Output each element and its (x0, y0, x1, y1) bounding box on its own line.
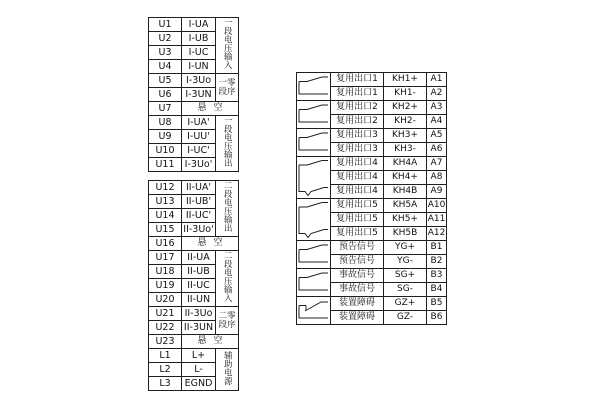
signal-name-cell: II-UC (182, 279, 216, 293)
terminal-id-cell: U19 (149, 279, 182, 293)
no-contact-icon (297, 242, 329, 268)
table-row (297, 73, 447, 87)
table-row (297, 199, 447, 213)
table-row (149, 74, 239, 88)
table-row (149, 251, 239, 265)
changeover-contact-icon (297, 200, 329, 239)
terminal-id-cell: U2 (149, 32, 182, 46)
table-row (297, 157, 447, 171)
terminal-id-cell: U8 (149, 116, 182, 130)
terminal-id-cell: B6 (427, 311, 447, 325)
group-label-line: 一零 (218, 77, 236, 88)
terminal-id-cell: A12 (427, 227, 447, 241)
terminal-id-cell: L1 (149, 349, 182, 363)
group-label-cell (216, 18, 239, 74)
floating-cell: 悬空 (182, 335, 239, 349)
terminal-id-cell: U20 (149, 293, 182, 307)
group-label-cell (216, 116, 239, 172)
terminal-id-cell: U3 (149, 46, 182, 60)
signal-name-cell: II-UB' (182, 195, 216, 209)
signal-name-cell: I-UC' (182, 144, 216, 158)
table-row (149, 237, 239, 251)
terminal-id-cell: B5 (427, 297, 447, 311)
contact-symbol-cell (297, 157, 331, 199)
signal-code-cell: KH5+ (384, 213, 427, 227)
terminal-id-cell: B4 (427, 283, 447, 297)
terminal-id-cell: U5 (149, 74, 182, 88)
no-contact-icon (297, 74, 329, 100)
output-name-cell: 复用出口1 (331, 73, 384, 87)
signal-code-cell: KH5B (384, 227, 427, 241)
signal-code-cell: KH4A (384, 157, 427, 171)
group-label-line: 二零 (218, 310, 236, 321)
terminal-id-cell: B1 (427, 241, 447, 255)
signal-name-cell: II-3Uo (182, 307, 216, 321)
signal-name-cell: II-UN (182, 293, 216, 307)
group-label: 一段电压输出 (222, 116, 233, 167)
terminal-id-cell: A3 (427, 101, 447, 115)
group-label: 辅助电源 (222, 350, 233, 385)
nc-contact-icon (297, 298, 329, 324)
terminal-id-cell: A10 (427, 199, 447, 213)
group-label (216, 79, 238, 97)
terminal-id-cell: U17 (149, 251, 182, 265)
group-label (216, 312, 238, 330)
output-name-cell: 复用出口4 (331, 157, 384, 171)
output-name-cell: 复用出口5 (331, 199, 384, 213)
terminal-id-cell: U13 (149, 195, 182, 209)
signal-code-cell: KH2- (384, 115, 427, 129)
signal-code-cell: KH1+ (384, 73, 427, 87)
signal-name-cell: I-UC (182, 46, 216, 60)
contact-symbol-cell (297, 297, 331, 325)
floating-cell: 悬空 (182, 237, 239, 251)
contact-symbol-cell (297, 199, 331, 241)
contact-symbol-cell (297, 129, 331, 157)
signal-code-cell: YG- (384, 255, 427, 269)
table-row (149, 307, 239, 321)
terminal-id-cell: U9 (149, 130, 182, 144)
signal-name-cell: I-3Uo' (182, 158, 216, 172)
contact-symbol-cell (297, 241, 331, 269)
output-name-cell: 装置障碍 (331, 297, 384, 311)
output-name-cell: 复用出口2 (331, 115, 384, 129)
voltage-terminal-block-1 (148, 17, 239, 172)
terminal-id-cell: U14 (149, 209, 182, 223)
signal-code-cell: SG- (384, 283, 427, 297)
changeover-contact-icon (297, 158, 329, 197)
signal-name-cell: L+ (182, 349, 216, 363)
table-row (297, 269, 447, 283)
table-row (297, 101, 447, 115)
output-name-cell: 复用出口4 (331, 171, 384, 185)
terminal-id-cell: A4 (427, 115, 447, 129)
group-label-cell (216, 74, 239, 102)
group-label: 二段电压输入 (222, 251, 233, 302)
terminal-id-cell: U23 (149, 335, 182, 349)
table-row (149, 116, 239, 130)
terminal-id-cell: U15 (149, 223, 182, 237)
signal-name-cell: I-3UN (182, 88, 216, 102)
terminal-id-cell: U18 (149, 265, 182, 279)
floating-cell: 悬空 (182, 102, 239, 116)
output-name-cell: 复用出口2 (331, 101, 384, 115)
group-label: 一段电压输入 (222, 18, 233, 69)
signal-code-cell: KH4B (384, 185, 427, 199)
output-name-cell: 预告信号 (331, 255, 384, 269)
group-label: 二段电压输出 (222, 181, 233, 232)
output-name-cell: 复用出口3 (331, 143, 384, 157)
terminal-id-cell: A6 (427, 143, 447, 157)
signal-code-cell: KH1- (384, 87, 427, 101)
terminal-id-cell: A2 (427, 87, 447, 101)
terminal-id-cell: U6 (149, 88, 182, 102)
group-label-cell (216, 251, 239, 307)
contact-symbol-cell (297, 73, 331, 101)
signal-name-cell: I-UB (182, 32, 216, 46)
terminal-id-cell: A11 (427, 213, 447, 227)
terminal-id-cell: U22 (149, 321, 182, 335)
signal-name-cell: II-UC' (182, 209, 216, 223)
output-name-cell: 复用出口5 (331, 227, 384, 241)
signal-code-cell: YG+ (384, 241, 427, 255)
output-name-cell: 复用出口1 (331, 87, 384, 101)
terminal-id-cell: U10 (149, 144, 182, 158)
table-row (149, 18, 239, 32)
contact-symbol-cell (297, 101, 331, 129)
terminal-id-cell: L2 (149, 363, 182, 377)
group-label-line: 段序 (218, 86, 236, 97)
terminal-id-cell: U12 (149, 181, 182, 195)
signal-name-cell: L- (182, 363, 216, 377)
output-name-cell: 预告信号 (331, 241, 384, 255)
no-contact-icon (297, 102, 329, 128)
group-label-cell (216, 349, 239, 391)
signal-name-cell: II-UA (182, 251, 216, 265)
output-name-cell: 事故信号 (331, 269, 384, 283)
signal-name-cell: I-3Uo (182, 74, 216, 88)
signal-code-cell: KH3- (384, 143, 427, 157)
signal-code-cell: KH2+ (384, 101, 427, 115)
signal-code-cell: KH3+ (384, 129, 427, 143)
terminal-id-cell: A9 (427, 185, 447, 199)
group-label-line: 段序 (218, 319, 236, 330)
terminal-id-cell: A7 (427, 157, 447, 171)
terminal-id-cell: B2 (427, 255, 447, 269)
signal-code-cell: KH5A (384, 199, 427, 213)
signal-code-cell: SG+ (384, 269, 427, 283)
no-contact-icon (297, 270, 329, 296)
terminal-id-cell: U7 (149, 102, 182, 116)
table-row (149, 335, 239, 349)
no-contact-icon (297, 130, 329, 156)
terminal-id-cell: A5 (427, 129, 447, 143)
group-label-cell (216, 181, 239, 237)
output-name-cell: 复用出口3 (331, 129, 384, 143)
signal-name-cell: I-UA' (182, 116, 216, 130)
table-row (297, 129, 447, 143)
table-row (297, 241, 447, 255)
output-name-cell: 装置障碍 (331, 311, 384, 325)
terminal-id-cell: L3 (149, 377, 182, 391)
signal-name-cell: I-UA (182, 18, 216, 32)
terminal-id-cell: U11 (149, 158, 182, 172)
signal-name-cell: EGND (182, 377, 216, 391)
signal-code-cell: KH4+ (384, 171, 427, 185)
table-row (149, 102, 239, 116)
signal-code-cell: GZ+ (384, 297, 427, 311)
output-name-cell: 复用出口5 (331, 213, 384, 227)
signal-name-cell: II-UB (182, 265, 216, 279)
table-row (149, 349, 239, 363)
terminal-id-cell: B3 (427, 269, 447, 283)
signal-name-cell: I-UN (182, 60, 216, 74)
signal-name-cell: II-3UN (182, 321, 216, 335)
group-label-cell (216, 307, 239, 335)
signal-name-cell: II-3Uo' (183, 224, 214, 235)
contact-symbol-cell (297, 269, 331, 297)
output-name-cell: 事故信号 (331, 283, 384, 297)
table-row (149, 181, 239, 195)
terminal-id-cell: A1 (427, 73, 447, 87)
terminal-id-cell: A8 (427, 171, 447, 185)
output-name-cell: 复用出口4 (331, 185, 384, 199)
voltage-terminal-block-2 (148, 180, 239, 391)
table-row (297, 297, 447, 311)
signal-name-cell: II-UA' (182, 181, 216, 195)
terminal-id-cell: U21 (149, 307, 182, 321)
signal-name-cell: I-UU' (182, 130, 216, 144)
terminal-id-cell: U16 (149, 237, 182, 251)
terminal-id-cell: U1 (149, 18, 182, 32)
terminal-id-cell: U4 (149, 60, 182, 74)
output-contact-terminal-block (296, 72, 447, 325)
signal-code-cell: GZ- (384, 311, 427, 325)
